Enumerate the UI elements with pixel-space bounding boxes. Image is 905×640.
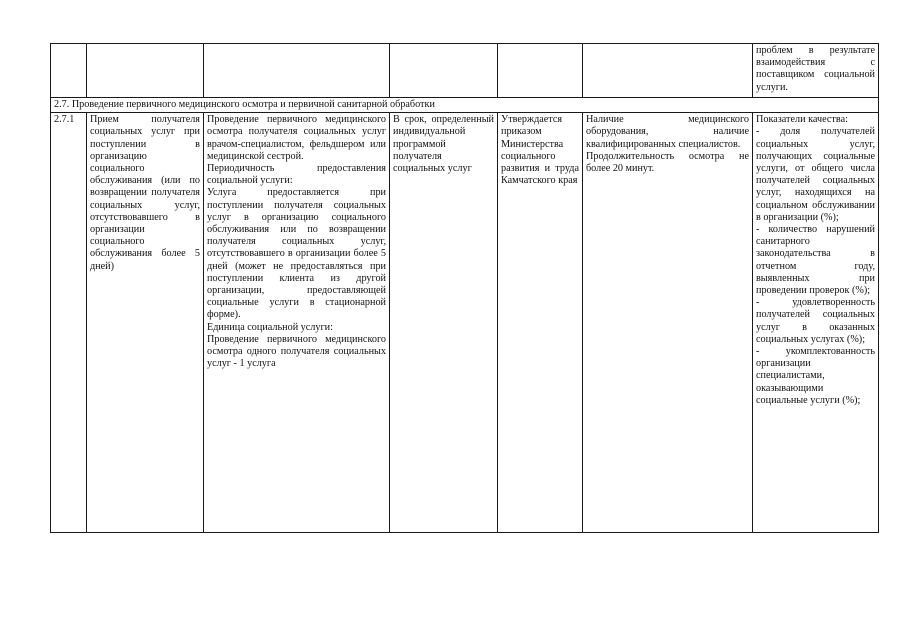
term-cell: В срок, определенный индивидуальной программой получателя социальных услуг	[390, 113, 498, 533]
description-paragraph: Проведение первичного медицинского осмотра получателя социальных услуг врачом-специалистом, фельдшером или медицинской сестрой.	[207, 114, 386, 162]
section-heading: 2.7. Проведение первичного медицинского осмотра и первичной санитарной обработки	[51, 98, 879, 113]
description-paragraph: Проведение первичного медицинского осмотра одного получателя социальных услуг - 1 услуга	[207, 333, 386, 370]
cell-empty	[390, 44, 498, 98]
quality-item: - укомплектованность организации специалистами, оказывающими социальные услуги (%);	[756, 346, 875, 406]
quality-item: - удовлетворенность получателей социальных услуг в оказанных социальных услугах (%);	[756, 297, 875, 345]
quality-item: - доля получателей социальных услуг, получающих социальные услуги, от общего числа получателей социальных услуг, находящихся на социальном обслуживании в организации (%);	[756, 126, 875, 223]
table-row	[51, 113, 879, 533]
cell-empty	[498, 44, 583, 98]
conditions-paragraph: Продолжительность осмотра не более 20 минут.	[586, 150, 749, 175]
quality-continuation-cell: проблем в результате взаимодействия с поставщиком социальной услуги.	[753, 44, 879, 98]
row-number: 2.7.1	[51, 113, 87, 533]
conditions-cell	[583, 113, 753, 533]
description-paragraph: Периодичность предоставления социальной услуги:	[207, 163, 386, 187]
conditions-paragraph: Наличие медицинского оборудования, наличие квалифицированных специалистов.	[586, 114, 749, 150]
cell-empty	[87, 44, 204, 98]
service-name-cell: Прием получателя социальных услуг при поступлении в организацию социального обслуживания (или по возвращении получателя социальных услуг, отсутствовавшего в организации социального обслуживания более 5 дней)	[87, 113, 204, 533]
table-row-continuation	[51, 44, 879, 98]
description-paragraph: Услуга предоставляется при поступлении получателя социальных услуг в организацию социального обслуживания или по возвращении получателя социальных услуг, отсутствовавшего в организации более 5 дней (может не предоставляться при поступлении клиента из другой организации, предоставляющей социальные услуги в стационарной форме).	[207, 187, 386, 321]
cell-empty	[583, 44, 753, 98]
quality-heading: Показатели качества:	[756, 114, 848, 126]
description-paragraph: Единица социальной услуги:	[207, 321, 333, 333]
service-description-cell	[204, 113, 390, 533]
services-table	[50, 43, 879, 533]
quality-item: - количество нарушений санитарного законодательства в отчетном году, выявленных при проведении проверок (%);	[756, 224, 875, 297]
tariff-cell: Утверждается приказом Министерства социального развития и труда Камчатского края	[498, 113, 583, 533]
cell-empty	[204, 44, 390, 98]
cell-empty	[51, 44, 87, 98]
quality-indicators-cell	[753, 113, 879, 533]
section-heading-row	[51, 98, 879, 113]
